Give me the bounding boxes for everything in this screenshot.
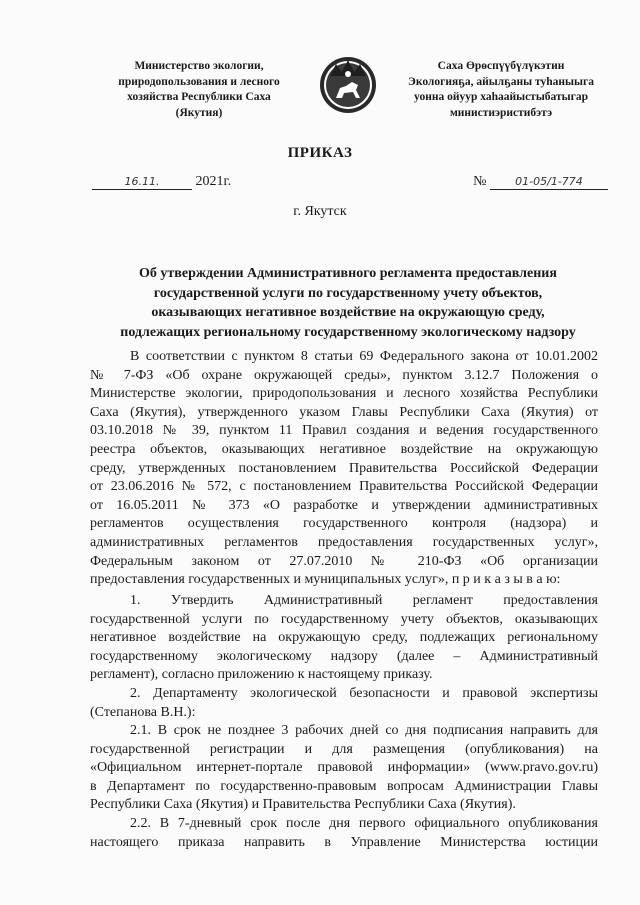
body-line: от 16.05.2011 № 373 «О разработке и утверждении административных [90, 497, 598, 513]
body-line: Федеральным законом от 27.07.2010 № 210-ФЗ «Об организации [90, 553, 598, 569]
ministry-name-russian [86, 59, 312, 121]
body-line: административных регламентов предоставления государственных услуг», [90, 534, 598, 550]
body-line: от 23.06.2016 № 572, с постановлением Правительства Российской Федерации [90, 479, 598, 495]
item-2-2-paragraph [90, 815, 598, 852]
ministry-name-yakut [382, 59, 620, 121]
ministry-name-line: Министерство экологии, [134, 60, 264, 72]
subject-line: подлежащих региональному государственному экологическому надзору [120, 324, 576, 340]
ministry-name-line: уонна ойуур хаһаайыстыбатыгар [413, 91, 589, 103]
subject-line: Об утверждении Административного регламента предоставления [139, 266, 557, 281]
body-line: настоящего приказа направить в Управление Министерства юстиции [90, 834, 598, 850]
body-line: Саха (Якутия), утвержденного указом Главы Республики Саха (Якутия) от [90, 404, 598, 420]
subject-line: оказывающих негативное воздействие на окружающую среду, [151, 305, 545, 320]
ministry-name-line: министиэристибэтэ [449, 106, 553, 119]
order-date [92, 174, 231, 190]
item-1-paragraph [90, 592, 598, 685]
body-line: В соответствии с пунктом 8 статьи 69 Федерального закона от 10.01.2002 [130, 349, 598, 364]
ministry-name-line: Саха Өрөспүүбүлүкэтин [437, 60, 565, 72]
body-line: «Официальном интернет-портале правовой информации» (www.pravo.gov.ru) [90, 760, 598, 776]
body-line: № 7-ФЗ «Об охране окружающей среды», пунктом 3.12.7 Положения о [90, 367, 598, 383]
handwritten-number: 01-05/1-774 [490, 175, 608, 190]
body-line: регламентов осуществления государственного контроля (надзора) и [90, 516, 598, 532]
order-number [473, 174, 608, 190]
date-year: 2021г. [195, 174, 232, 189]
subject-line: государственной услуги по государственному учету объектов, [153, 285, 543, 301]
body-line: реестра объектов, оказывающих негативное воздействие на окружающую [90, 441, 598, 457]
body-line: 1. Утвердить Административный регламент предоставления [130, 593, 598, 608]
coat-of-arms-emblem-icon [316, 52, 380, 116]
number-sign: № [473, 174, 487, 189]
body-line: Республики Саха (Якутия) и Правительства Республики Саха (Якутия). [90, 797, 516, 813]
body-line: 2.2. В 7-дневный срок после дня первого официального опубликования [130, 816, 598, 831]
ministry-name-line: природопользования и лесного [118, 75, 280, 88]
ministry-name-line: (Якутия) [175, 106, 223, 119]
order-subject [88, 264, 608, 342]
ministry-name-line: Экологияҕа, айылҕаны туһаныыга [408, 75, 594, 88]
body-line: Министерстве экологии, природопользования и лесного хозяйства Республики [90, 386, 598, 402]
document-title: ПРИКАЗ [287, 145, 353, 161]
body-line: в Департамент по государственно-правовым вопросам Администрации Главы [90, 778, 598, 794]
body-line: 03.10.2018 № 39, пунктом 11 Правил создания и ведения государственного [90, 423, 598, 439]
body-line: предоставления государственных и муниципальных услуг», п р и к а з ы в а ю: [90, 572, 561, 588]
body-line: государственному экологическому надзору (далее – Административный [90, 648, 598, 664]
item-2-paragraph [90, 685, 598, 722]
body-line: негативное воздействие на окружающую среду, подлежащих региональному [90, 630, 598, 646]
body-line: государственной услуги по государственному учету объектов, оказывающих [90, 611, 598, 627]
body-line: регламент), согласно приложению к настоящему приказу. [90, 667, 433, 683]
body-line: среду, утвержденных постановлением Правительства Российской Федерации [90, 460, 598, 476]
body-line: государственной регистрации и для размещения (опубликования) на [90, 741, 598, 757]
city-name: г. Якутск [293, 204, 347, 219]
ministry-name-line: хозяйства Республики Саха [127, 91, 271, 103]
body-line: (Степанова В.Н.): [90, 704, 196, 720]
body-line: 2.1. В срок не позднее 3 рабочих дней со дня подписания направить для [130, 723, 598, 738]
item-2-1-paragraph [90, 722, 598, 815]
body-line: 2. Департаменту экологической безопасности и правовой экспертизы [130, 686, 598, 701]
preamble-paragraph [90, 348, 598, 590]
handwritten-date: 16.11. [92, 175, 192, 190]
